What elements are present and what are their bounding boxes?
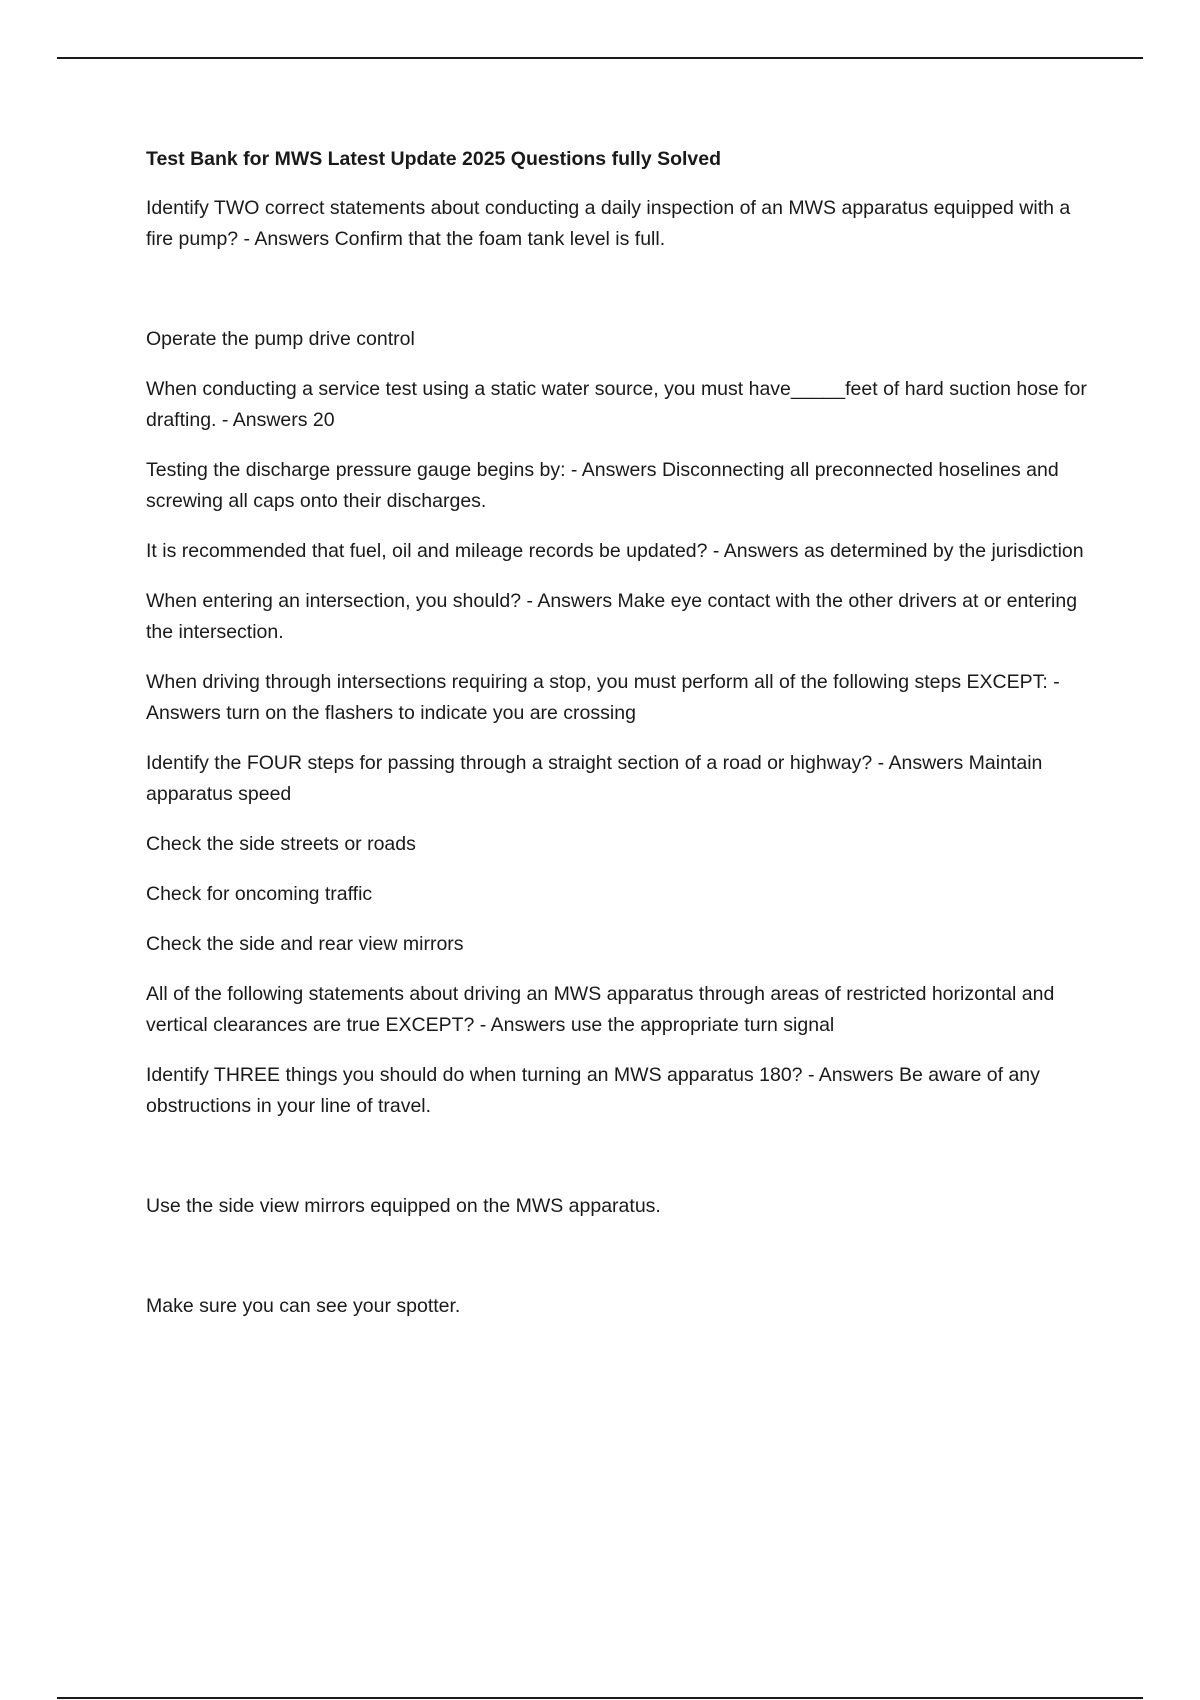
answer-paragraph: Check the side and rear view mirrors [146,933,464,955]
question-paragraph: All of the following statements about driving an MWS apparatus through areas of restricted horizontal and vertical clearances are true EXCEPT? - Answers use the appropriate turn signal [146,983,1060,1036]
question-paragraph: It is recommended that fuel, oil and mileage records be updated? - Answers as determined by the jurisdiction [146,540,1084,562]
question-paragraph: When entering an intersection, you should? - Answers Make eye contact with the other drivers at or entering the intersection. [146,590,1083,643]
answer-paragraph: Make sure you can see your spotter. [146,1295,461,1317]
answer-paragraph: Operate the pump drive control [146,328,415,350]
answer-paragraph: Check the side streets or roads [146,833,416,855]
question-paragraph: When driving through intersections requiring a stop, you must perform all of the following steps EXCEPT: - Answers turn on the flashers to indicate you are crossing [146,671,1065,724]
question-paragraph: Identify THREE things you should do when turning an MWS apparatus 180? - Answers Be aware of any obstructions in your line of travel. [146,1064,1046,1117]
footer-rule [57,1697,1143,1699]
answer-paragraph: Use the side view mirrors equipped on the MWS apparatus. [146,1195,661,1217]
question-paragraph: When conducting a service test using a static water source, you must have_____feet of hard suction hose for drafting. - Answers 20 [146,378,1093,431]
question-paragraph: Identify TWO correct statements about conducting a daily inspection of an MWS apparatus equipped with a fire pump? - Answers Confirm that the foam tank level is full. [146,197,1076,250]
document-body [146,144,1096,1341]
document-title: Test Bank for MWS Latest Update 2025 Questions fully Solved [146,148,722,170]
answer-paragraph: Check for oncoming traffic [146,883,373,905]
question-paragraph: Testing the discharge pressure gauge begins by: - Answers Disconnecting all preconnected hoselines and screwing all caps onto their discharges. [146,459,1065,512]
question-paragraph: Identify the FOUR steps for passing through a straight section of a road or highway? - Answers Maintain apparatus speed [146,752,1048,805]
header-rule [57,57,1143,59]
